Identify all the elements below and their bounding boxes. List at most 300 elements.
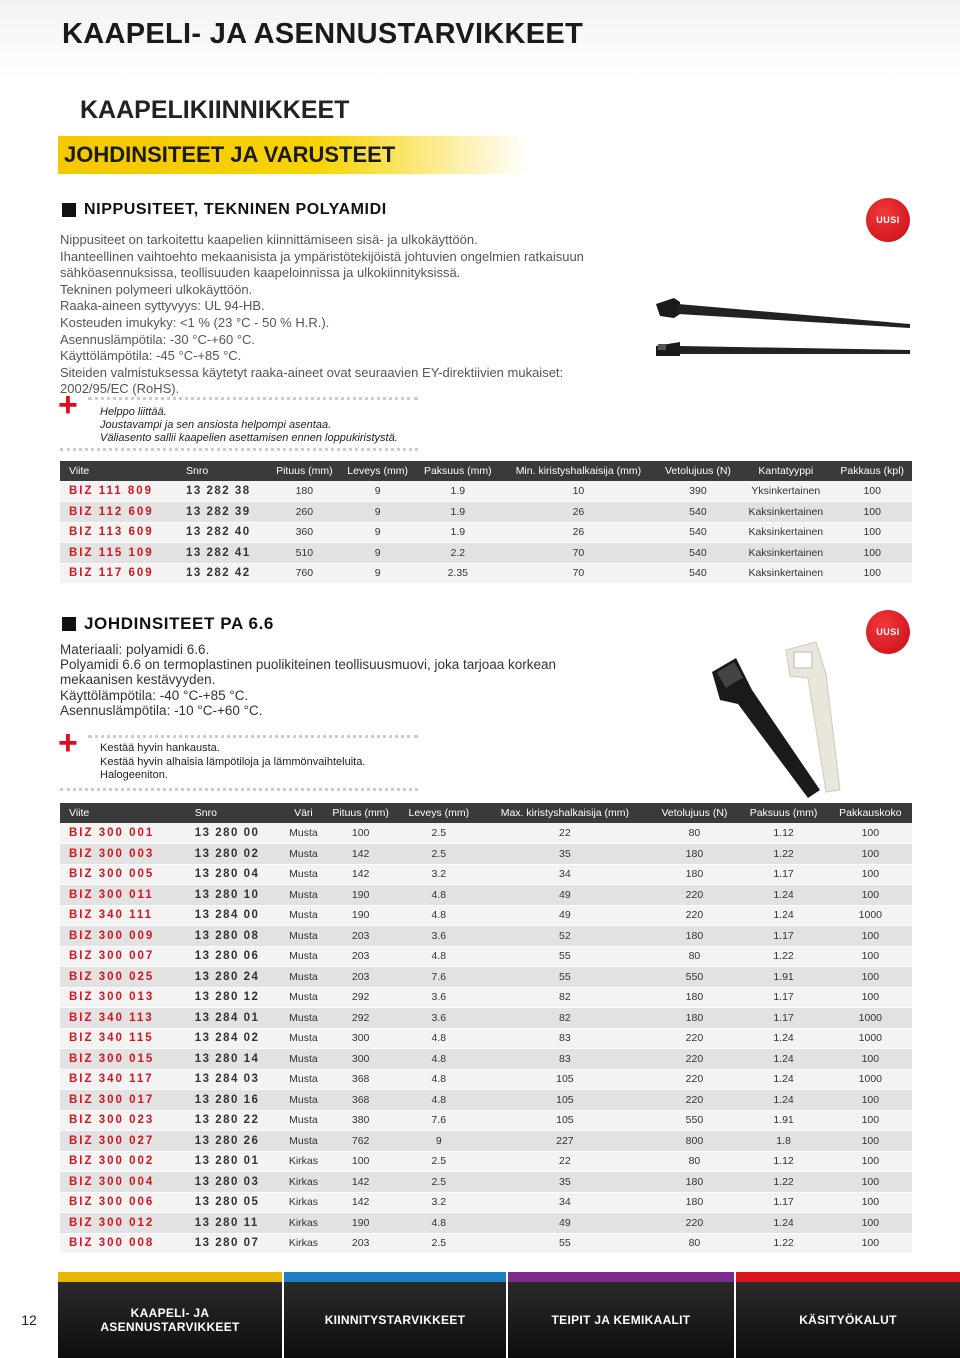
- footer-tab-label: KIINNITYSTARVIKKEET: [324, 1313, 466, 1327]
- description-line: Ihanteellinen vaihtoehto mekaanisista ja ympäristötekijöistä johtuvien ongelmien ratkaisuun: [60, 248, 584, 264]
- description-line: 2002/95/EC (RoHS).: [60, 381, 180, 397]
- product-number: 13 280 04: [186, 864, 284, 885]
- product-number: 13 280 22: [186, 1110, 284, 1131]
- footer-tab[interactable]: [736, 1282, 960, 1358]
- table-cell: 550: [650, 1110, 738, 1131]
- table-cell: 800: [650, 1131, 738, 1152]
- reference-code: BIZ 300 023: [60, 1110, 186, 1131]
- table-cell: 190: [323, 885, 398, 906]
- column-header: Pakkauskoko: [829, 803, 912, 823]
- column-header: Vetolujuus (N): [650, 803, 738, 823]
- table-cell: 300: [323, 1049, 398, 1070]
- table-cell: 142: [323, 1172, 398, 1193]
- dotted-divider: [60, 788, 418, 791]
- table-cell: Musta: [284, 1131, 323, 1152]
- table-cell: Kaksinkertainen: [739, 543, 832, 564]
- table-cell: 203: [323, 967, 398, 988]
- table-row: [60, 926, 912, 947]
- table-cell: 82: [479, 1008, 650, 1029]
- table-cell: 100: [829, 1233, 912, 1254]
- table-cell: 9: [340, 543, 416, 564]
- reference-code: BIZ 300 011: [60, 885, 186, 906]
- product-number: 13 280 11: [186, 1213, 284, 1234]
- product-number: 13 280 07: [186, 1233, 284, 1254]
- table-cell: 83: [479, 1028, 650, 1049]
- table-cell: 82: [479, 987, 650, 1008]
- square-bullet-icon: [62, 203, 76, 217]
- table-cell: 80: [650, 1151, 738, 1172]
- reference-code: BIZ 300 007: [60, 946, 186, 967]
- footer-tab[interactable]: [508, 1282, 734, 1358]
- table-cell: 227: [479, 1131, 650, 1152]
- table-row: [60, 563, 912, 584]
- reference-code: BIZ 300 008: [60, 1233, 186, 1254]
- table-cell: 1.24: [738, 1049, 828, 1070]
- table-cell: 4.8: [398, 946, 479, 967]
- section1-heading-text: NIPPUSITEET, TEKNINEN POLYAMIDI: [84, 201, 387, 218]
- section2-benefits: [100, 742, 365, 783]
- table-cell: 1.9: [416, 481, 501, 502]
- product-number: 13 280 16: [186, 1090, 284, 1111]
- table-cell: Kirkas: [284, 1172, 323, 1193]
- table-cell: Musta: [284, 864, 323, 885]
- reference-code: BIZ 115 109: [60, 543, 177, 564]
- benefit-line: Väliasento sallii kaapelien asettamisen ennen loppukiristystä.: [100, 432, 398, 444]
- table-cell: 1000: [829, 1069, 912, 1090]
- column-header: Leveys (mm): [340, 461, 416, 481]
- table-cell: Musta: [284, 926, 323, 947]
- column-header: Vetolujuus (N): [657, 461, 739, 481]
- table-cell: 2.5: [398, 844, 479, 865]
- table-cell: 7.6: [398, 1110, 479, 1131]
- table-cell: 4.8: [398, 1213, 479, 1234]
- table-cell: 292: [323, 1008, 398, 1029]
- product-number: 13 280 26: [186, 1131, 284, 1152]
- table-cell: 49: [479, 1213, 650, 1234]
- table-cell: 52: [479, 926, 650, 947]
- table-cell: 100: [829, 885, 912, 906]
- table-cell: 3.6: [398, 1008, 479, 1029]
- column-header: Paksuus (mm): [416, 461, 501, 481]
- table-cell: 540: [657, 502, 739, 523]
- description-line: Käyttölämpötila: -40 °C-+85 °C.: [60, 687, 249, 703]
- benefit-line: Kestää hyvin alhaisia lämpötiloja ja lämmönvaihteluita.: [100, 755, 366, 768]
- table-cell: 105: [479, 1090, 650, 1111]
- table-row: [60, 543, 912, 564]
- table-cell: 1.24: [738, 905, 828, 926]
- footer-tab[interactable]: [284, 1282, 506, 1358]
- table-cell: 220: [650, 905, 738, 926]
- square-bullet-icon: [62, 617, 76, 631]
- new-badge: UUSI: [866, 198, 910, 242]
- footer-tab-label: KAAPELI- JA ASENNUSTARVIKKEET: [100, 1306, 240, 1334]
- table-cell: 142: [323, 844, 398, 865]
- table-cell: 4.8: [398, 1028, 479, 1049]
- table-cell: 368: [323, 1090, 398, 1111]
- cable-tie-product-image: [640, 290, 920, 370]
- dotted-divider: [60, 448, 418, 451]
- table-cell: 1000: [829, 1028, 912, 1049]
- table-cell: Kirkas: [284, 1192, 323, 1213]
- reference-code: BIZ 300 015: [60, 1049, 186, 1070]
- table-row: [60, 1233, 912, 1254]
- section1-description: [60, 232, 620, 398]
- footer-tab-stripe: [508, 1272, 734, 1282]
- table-cell: 142: [323, 1192, 398, 1213]
- table-cell: 1.91: [738, 1110, 828, 1131]
- table-cell: Kaksinkertainen: [739, 522, 832, 543]
- table-cell: Musta: [284, 844, 323, 865]
- table-row: [60, 522, 912, 543]
- table-cell: 49: [479, 905, 650, 926]
- table-cell: 4.8: [398, 1090, 479, 1111]
- table-cell: 2.2: [416, 543, 501, 564]
- table-cell: 1.22: [738, 1233, 828, 1254]
- product-number: 13 284 02: [186, 1028, 284, 1049]
- product-number: 13 284 03: [186, 1069, 284, 1090]
- table-cell: 9: [398, 1131, 479, 1152]
- product-number: 13 282 42: [177, 563, 269, 584]
- dotted-divider: [88, 735, 418, 738]
- table-cell: 760: [269, 563, 340, 584]
- section2-description: [60, 642, 580, 718]
- footer-tab-label: TEIPIT JA KEMIKAALIT: [551, 1313, 691, 1327]
- table-row: [60, 1049, 912, 1070]
- table-cell: 762: [323, 1131, 398, 1152]
- table-cell: 1.9: [416, 502, 501, 523]
- table-cell: Musta: [284, 1090, 323, 1111]
- table-cell: 3.6: [398, 926, 479, 947]
- product-number: 13 280 02: [186, 844, 284, 865]
- column-header: Snro: [186, 803, 284, 823]
- table-cell: 22: [479, 823, 650, 844]
- reference-code: BIZ 340 113: [60, 1008, 186, 1029]
- product-number: 13 280 06: [186, 946, 284, 967]
- table-row: [60, 844, 912, 865]
- table-cell: 180: [269, 481, 340, 502]
- table-cell: Musta: [284, 1008, 323, 1029]
- description-line: mekaanisen kestävyyden.: [60, 672, 216, 688]
- table-cell: 1.24: [738, 1028, 828, 1049]
- table-cell: Kaksinkertainen: [739, 563, 832, 584]
- table-row: [60, 946, 912, 967]
- table-cell: 100: [829, 1192, 912, 1213]
- table-cell: 80: [650, 1233, 738, 1254]
- table-cell: 1.22: [738, 844, 828, 865]
- table-cell: Musta: [284, 1049, 323, 1070]
- table-row: [60, 1192, 912, 1213]
- table-row: [60, 1110, 912, 1131]
- table-cell: 368: [323, 1069, 398, 1090]
- footer-tab-stripe: [284, 1272, 506, 1282]
- product-number: 13 280 05: [186, 1192, 284, 1213]
- reference-code: BIZ 117 609: [60, 563, 177, 584]
- table-row: [60, 1172, 912, 1193]
- reference-code: BIZ 300 004: [60, 1172, 186, 1193]
- column-header: Viite: [60, 461, 177, 481]
- column-header: Kantatyyppi: [739, 461, 832, 481]
- table-cell: 380: [323, 1110, 398, 1131]
- table-cell: Kirkas: [284, 1213, 323, 1234]
- table-cell: 180: [650, 844, 738, 865]
- table-row: [60, 864, 912, 885]
- table-cell: 1000: [829, 905, 912, 926]
- table-cell: Musta: [284, 1069, 323, 1090]
- table-cell: Musta: [284, 946, 323, 967]
- table-cell: 2.5: [398, 1151, 479, 1172]
- table-cell: Kaksinkertainen: [739, 502, 832, 523]
- table-cell: 1.22: [738, 1172, 828, 1193]
- reference-code: BIZ 300 003: [60, 844, 186, 865]
- table-cell: 100: [832, 481, 912, 502]
- table-cell: 100: [829, 1110, 912, 1131]
- benefit-line: Halogeeniton.: [100, 769, 168, 781]
- table-cell: 100: [829, 946, 912, 967]
- reference-code: BIZ 300 002: [60, 1151, 186, 1172]
- description-line: Nippusiteet on tarkoitettu kaapelien kiinnittämiseen sisä- ja ulkokäyttöön.: [60, 232, 478, 247]
- table-cell: 4.8: [398, 885, 479, 906]
- table-cell: 55: [479, 967, 650, 988]
- cable-tie-pa66-product-image: [690, 630, 870, 800]
- table-cell: 9: [340, 563, 416, 584]
- table-cell: 1.17: [738, 987, 828, 1008]
- table-cell: 55: [479, 1233, 650, 1254]
- product-number: 13 282 41: [177, 543, 269, 564]
- product-number: 13 280 03: [186, 1172, 284, 1193]
- dotted-divider: [88, 397, 418, 400]
- table-cell: 7.6: [398, 967, 479, 988]
- reference-code: BIZ 300 027: [60, 1131, 186, 1152]
- table-cell: 390: [657, 481, 739, 502]
- table-cell: 70: [500, 543, 657, 564]
- reference-code: BIZ 300 017: [60, 1090, 186, 1111]
- footer-tab-label: KÄSITYÖKALUT: [799, 1313, 897, 1327]
- reference-code: BIZ 300 001: [60, 823, 186, 844]
- reference-code: BIZ 300 006: [60, 1192, 186, 1213]
- table-cell: Kirkas: [284, 1151, 323, 1172]
- table-cell: 1.17: [738, 1008, 828, 1029]
- table-cell: 100: [832, 502, 912, 523]
- table-cell: Musta: [284, 1110, 323, 1131]
- table-cell: 220: [650, 1049, 738, 1070]
- category-band-label: JOHDINSITEET JA VARUSTEET: [64, 142, 396, 167]
- table-row: [60, 967, 912, 988]
- table-cell: 3.6: [398, 987, 479, 1008]
- reference-code: BIZ 112 609: [60, 502, 177, 523]
- table-cell: Musta: [284, 823, 323, 844]
- table-row: [60, 1131, 912, 1152]
- reference-code: BIZ 300 013: [60, 987, 186, 1008]
- table-cell: 1000: [829, 1008, 912, 1029]
- table-cell: 2.35: [416, 563, 501, 584]
- table-cell: 9: [340, 522, 416, 543]
- table-cell: 1.8: [738, 1131, 828, 1152]
- table-cell: 1.22: [738, 946, 828, 967]
- product-number: 13 280 00: [186, 823, 284, 844]
- section2-heading-text: JOHDINSITEET PA 6.6: [84, 614, 274, 633]
- plus-icon: +: [58, 386, 78, 424]
- table-row: [60, 1090, 912, 1111]
- footer-tab[interactable]: [58, 1282, 282, 1358]
- footer-tab-stripe: [736, 1272, 960, 1282]
- table-cell: 35: [479, 844, 650, 865]
- table-cell: 190: [323, 1213, 398, 1234]
- footer-tab-stripe: [58, 1272, 282, 1282]
- product-number: 13 282 38: [177, 481, 269, 502]
- table-cell: 203: [323, 1233, 398, 1254]
- table-cell: 49: [479, 885, 650, 906]
- product-number: 13 280 10: [186, 885, 284, 906]
- table-cell: 100: [829, 1090, 912, 1111]
- table-cell: 83: [479, 1049, 650, 1070]
- section1-heading: [62, 201, 387, 219]
- description-line: sähköasennuksissa, teollisuuden kaapeloinnissa ja ulkokiinnityksissä.: [60, 265, 461, 281]
- table-cell: Musta: [284, 905, 323, 926]
- table-cell: 55: [479, 946, 650, 967]
- table-row: [60, 502, 912, 523]
- table-cell: 1.17: [738, 864, 828, 885]
- table-row: [60, 885, 912, 906]
- reference-code: BIZ 300 009: [60, 926, 186, 947]
- table-cell: 292: [323, 987, 398, 1008]
- table-cell: 1.24: [738, 885, 828, 906]
- table-cell: 550: [650, 967, 738, 988]
- product-number: 13 282 40: [177, 522, 269, 543]
- table-cell: 220: [650, 1090, 738, 1111]
- product-number: 13 280 24: [186, 967, 284, 988]
- product-number: 13 280 12: [186, 987, 284, 1008]
- category-band: [58, 136, 528, 174]
- table-cell: 540: [657, 563, 739, 584]
- table-cell: 220: [650, 1213, 738, 1234]
- benefit-line: Helppo liittää.: [100, 406, 167, 418]
- table-cell: 70: [500, 563, 657, 584]
- table-cell: 100: [832, 543, 912, 564]
- description-line: Käyttölämpötila: -45 °C-+85 °C.: [60, 348, 242, 364]
- reference-code: BIZ 113 609: [60, 522, 177, 543]
- column-header: Pituus (mm): [269, 461, 340, 481]
- product-number: 13 280 08: [186, 926, 284, 947]
- table-cell: 220: [650, 1069, 738, 1090]
- column-header: Leveys (mm): [398, 803, 479, 823]
- column-header: Väri: [284, 803, 323, 823]
- table-cell: 100: [829, 1172, 912, 1193]
- table-cell: 1.12: [738, 1151, 828, 1172]
- table-cell: 26: [500, 502, 657, 523]
- table-cell: 10: [500, 481, 657, 502]
- description-line: Polyamidi 6.6 on termoplastinen puolikiteinen teollisuusmuovi, joka tarjoaa korkean: [60, 657, 557, 673]
- table-cell: 100: [829, 1151, 912, 1172]
- table-row: [60, 987, 912, 1008]
- table-cell: 34: [479, 864, 650, 885]
- table-cell: 180: [650, 987, 738, 1008]
- reference-code: BIZ 300 005: [60, 864, 186, 885]
- product-table-1: [60, 461, 912, 584]
- reference-code: BIZ 340 111: [60, 905, 186, 926]
- table-cell: Musta: [284, 885, 323, 906]
- column-header: Max. kiristyshalkaisija (mm): [479, 803, 650, 823]
- table-cell: 100: [323, 1151, 398, 1172]
- table-cell: 100: [829, 823, 912, 844]
- benefit-line: Joustavampi ja sen ansiosta helpompi asentaa.: [100, 419, 332, 431]
- table-cell: 100: [829, 1049, 912, 1070]
- table-cell: 2.5: [398, 1233, 479, 1254]
- table-cell: 105: [479, 1069, 650, 1090]
- new-badge: UUSI: [866, 610, 910, 654]
- reference-code: BIZ 300 012: [60, 1213, 186, 1234]
- table-cell: 100: [829, 967, 912, 988]
- table-cell: 142: [323, 864, 398, 885]
- description-line: Kosteuden imukyky: <1 % (23 °C - 50 % H.R.).: [60, 314, 330, 330]
- table-cell: 180: [650, 864, 738, 885]
- table-cell: Musta: [284, 967, 323, 988]
- table-row: [60, 481, 912, 502]
- table-row: [60, 1008, 912, 1029]
- section2-heading: [62, 614, 274, 634]
- table-cell: 100: [832, 522, 912, 543]
- table-cell: 26: [500, 522, 657, 543]
- table-cell: 1.17: [738, 1192, 828, 1213]
- table-cell: 3.2: [398, 1192, 479, 1213]
- section-title: KAAPELIKIINNIKKEET: [80, 96, 350, 124]
- column-header: Pakkaus (kpl): [832, 461, 912, 481]
- table-cell: 3.2: [398, 864, 479, 885]
- table-cell: 35: [479, 1172, 650, 1193]
- footer-nav: [0, 1272, 960, 1358]
- page-number: 12: [21, 1312, 37, 1328]
- description-line: Materiaali: polyamidi 6.6.: [60, 642, 210, 657]
- product-number: 13 282 39: [177, 502, 269, 523]
- table-cell: 1.12: [738, 823, 828, 844]
- table-row: [60, 1028, 912, 1049]
- table-cell: Musta: [284, 1028, 323, 1049]
- table-cell: 100: [829, 844, 912, 865]
- table-cell: 1.91: [738, 967, 828, 988]
- plus-icon: +: [58, 724, 78, 762]
- product-number: 13 284 00: [186, 905, 284, 926]
- table-cell: 105: [479, 1110, 650, 1131]
- section1-benefits: [100, 406, 398, 445]
- table-row: [60, 905, 912, 926]
- table-cell: 360: [269, 522, 340, 543]
- table-row: [60, 823, 912, 844]
- table-cell: 2.5: [398, 823, 479, 844]
- table-cell: 100: [323, 823, 398, 844]
- description-line: Asennuslämpötila: -30 °C-+60 °C.: [60, 331, 256, 347]
- table-cell: 510: [269, 543, 340, 564]
- table-cell: Musta: [284, 987, 323, 1008]
- table-cell: 300: [323, 1028, 398, 1049]
- reference-code: BIZ 340 117: [60, 1069, 186, 1090]
- description-line: Tekninen polymeeri ulkokäyttöön.: [60, 281, 253, 297]
- table-cell: 260: [269, 502, 340, 523]
- table-cell: 100: [829, 1213, 912, 1234]
- table-cell: 22: [479, 1151, 650, 1172]
- table-cell: 203: [323, 926, 398, 947]
- description-line: Siteiden valmistuksessa käytetyt raaka-aineet ovat seuraavien EY-direktiivien mukaiset:: [60, 364, 564, 380]
- table-cell: 4.8: [398, 1069, 479, 1090]
- column-header: Min. kiristyshalkaisija (mm): [500, 461, 657, 481]
- table-cell: 100: [832, 563, 912, 584]
- table-cell: 2.5: [398, 1172, 479, 1193]
- product-number: 13 280 14: [186, 1049, 284, 1070]
- table-cell: 100: [829, 987, 912, 1008]
- column-header: Viite: [60, 803, 186, 823]
- table-row: [60, 1213, 912, 1234]
- table-cell: 34: [479, 1192, 650, 1213]
- table-cell: 1.9: [416, 522, 501, 543]
- table-cell: 540: [657, 522, 739, 543]
